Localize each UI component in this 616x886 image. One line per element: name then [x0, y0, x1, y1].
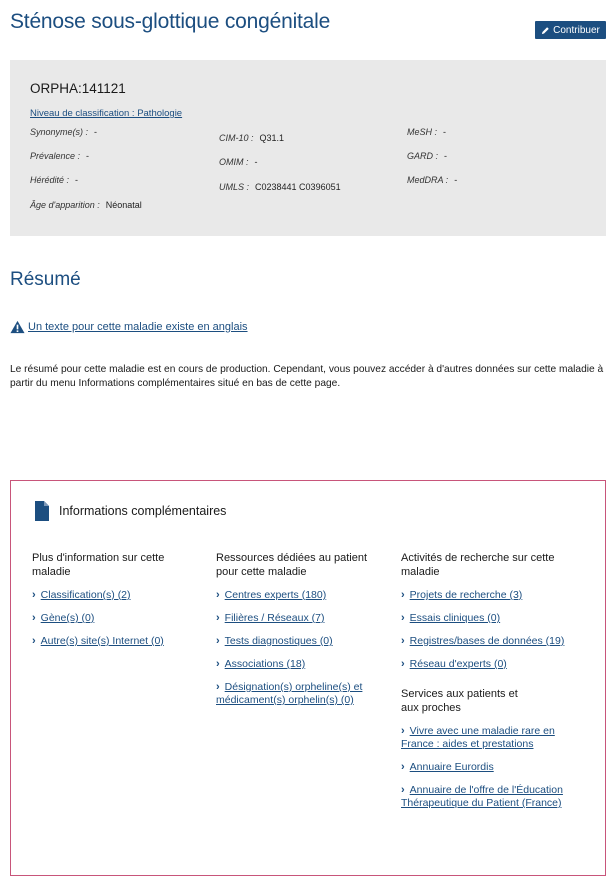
link-associations[interactable]: › Associations (18) — [216, 658, 306, 670]
chevron-right-icon: › — [32, 612, 36, 624]
field-value: Néonatal — [105, 200, 142, 210]
pencil-icon — [541, 26, 550, 35]
summary-heading: Résumé — [10, 269, 81, 290]
field-value: - — [86, 151, 90, 161]
field-meddra — [407, 175, 457, 185]
chevron-right-icon: › — [216, 635, 220, 647]
field-value: - — [444, 151, 448, 161]
field-label: Synonyme(s) : — [30, 127, 89, 137]
field-value: - — [254, 157, 258, 167]
field-label: GARD : — [407, 151, 439, 161]
link-classifications[interactable]: › Classification(s) (2) — [32, 589, 131, 601]
field-value: Q31.1 — [259, 133, 285, 143]
column-heading: Ressources dédiées au patient pour cette maladie — [216, 552, 368, 578]
info-column-patient-resources — [216, 552, 386, 707]
field-onset-age — [30, 200, 142, 210]
disease-info-panel — [10, 60, 606, 236]
chevron-right-icon: › — [401, 589, 405, 601]
chevron-right-icon: › — [401, 658, 405, 670]
field-cim10 — [219, 133, 284, 143]
link-diagnostic-tests[interactable]: › Tests diagnostiques (0) — [216, 635, 333, 647]
additional-info-header — [35, 501, 226, 521]
contribute-label: Contribuer — [553, 24, 600, 36]
chevron-right-icon: › — [401, 635, 405, 647]
field-label: Prévalence : — [30, 151, 81, 161]
link-registries[interactable]: › Registres/bases de données (19) — [401, 635, 565, 647]
field-heredity — [30, 175, 78, 185]
field-gard — [407, 151, 447, 161]
chevron-right-icon: › — [401, 725, 405, 737]
link-expert-centres[interactable]: › Centres experts (180) — [216, 589, 327, 601]
chevron-right-icon: › — [32, 635, 36, 647]
field-label: Hérédité : — [30, 175, 70, 185]
link-eurordis-directory[interactable]: › Annuaire Eurordis — [401, 761, 494, 773]
link-networks[interactable]: › Filières / Réseaux (7) — [216, 612, 325, 624]
link-other-websites[interactable]: › Autre(s) site(s) Internet (0) — [32, 635, 164, 647]
english-text-link-label: Un texte pour cette maladie existe en anglais — [28, 321, 248, 333]
orpha-code: ORPHA:141121 — [30, 81, 126, 96]
field-synonyms — [30, 127, 97, 137]
additional-info-title: Informations complémentaires — [59, 504, 227, 518]
field-value: - — [75, 175, 79, 185]
field-omim — [219, 157, 258, 167]
chevron-right-icon: › — [401, 761, 405, 773]
field-label: MedDRA : — [407, 175, 449, 185]
link-orphan-designations[interactable]: › Désignation(s) orpheline(s) et médicament(s) orphelin(s) (0) — [216, 681, 363, 706]
field-value: - — [454, 175, 458, 185]
page-title: Sténose sous-glottique congénitale — [10, 10, 331, 33]
link-patient-education-directory[interactable]: › Annuaire de l'offre de l'Éducation Thérapeutique du Patient (France) — [401, 784, 563, 809]
chevron-right-icon: › — [216, 612, 220, 624]
info-column-disease — [32, 552, 192, 648]
english-text-link[interactable] — [10, 320, 248, 334]
info-column-research — [401, 552, 576, 810]
chevron-right-icon: › — [32, 589, 36, 601]
chevron-right-icon: › — [216, 681, 220, 693]
field-label: OMIM : — [219, 157, 249, 167]
field-umls — [219, 182, 341, 192]
field-mesh — [407, 127, 446, 137]
field-label: Âge d'apparition : — [30, 200, 100, 210]
document-icon — [35, 501, 49, 521]
field-prevalence — [30, 151, 89, 161]
field-label: UMLS : — [219, 182, 250, 192]
summary-text: Le résumé pour cette maladie est en cours de production. Cependant, vous pouvez accéder à d'autres données sur cette maladie à partir du menu Informations complémentaires situé en bas de cette page. — [10, 364, 604, 389]
field-label: MeSH : — [407, 127, 438, 137]
additional-info-panel — [10, 480, 606, 876]
chevron-right-icon: › — [401, 612, 405, 624]
chevron-right-icon: › — [401, 784, 405, 796]
field-value: C0238441 C0396051 — [255, 182, 341, 192]
chevron-right-icon: › — [216, 658, 220, 670]
warning-icon — [10, 320, 25, 334]
column-subheading: Services aux patients et aux proches — [401, 688, 518, 714]
classification-level-link[interactable]: Niveau de classification : Pathologie — [30, 108, 183, 119]
link-living-with-rare-disease[interactable]: › Vivre avec une maladie rare en France : aides et prestations — [401, 725, 555, 750]
column-heading: Plus d'information sur cette maladie — [32, 552, 165, 578]
link-genes[interactable]: › Gène(s) (0) — [32, 612, 95, 624]
link-research-projects[interactable]: › Projets de recherche (3) — [401, 589, 523, 601]
column-heading: Activités de recherche sur cette maladie — [401, 552, 555, 578]
chevron-right-icon: › — [216, 589, 220, 601]
field-value: - — [443, 127, 447, 137]
field-value: - — [94, 127, 98, 137]
link-expert-network[interactable]: › Réseau d'experts (0) — [401, 658, 507, 670]
contribute-button[interactable] — [535, 21, 606, 39]
link-clinical-trials[interactable]: › Essais cliniques (0) — [401, 612, 501, 624]
field-label: CIM-10 : — [219, 133, 254, 143]
